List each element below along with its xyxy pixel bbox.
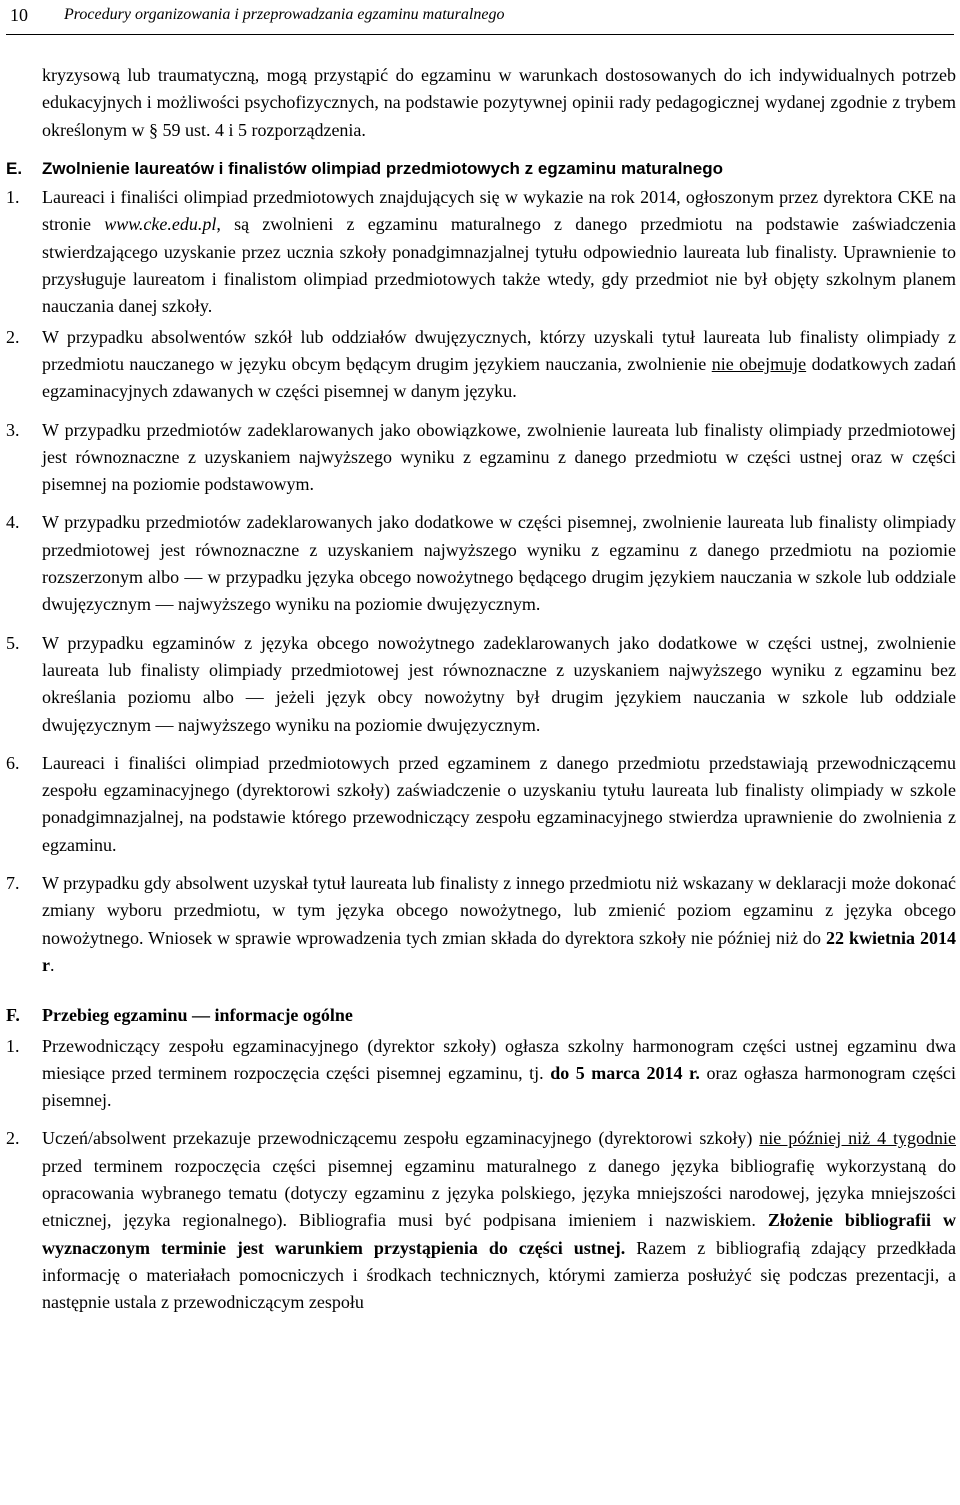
item-text [42, 184, 956, 320]
list-item [6, 417, 956, 499]
item-number: 4. [6, 512, 20, 533]
text-run: przed terminem rozpoczęcia części pisemnej egzaminu maturalnego z danego języka bibliografię wykorzystaną do opracowania wybranego tematu (dotyczy egzaminu z języka polskiego, języka mniejszości narodowej, języka mniejszości etnicznej, języka regionalnego). Bibliografia musi być podpisana imieniem i nazwiskiem. [42, 1155, 956, 1231]
item-text: W przypadku egzaminów z języka obcego nowożytnego zadeklarowanych jako dodatkowe w części ustnej, zwolnienie laureata lub finalisty olimpiady przedmiotowej jest równoznaczne z uzyskaniem najwyższego wyniku z egzaminu bez określania poziomu albo — jeżeli język obcy nowożytny był drugim językiem nauczania w szkole lub oddziale dwujęzycznym — najwyższego wyniku na poziomie dwujęzycznym. [42, 632, 956, 735]
page-number: 10 [10, 5, 28, 25]
text-run: W przypadku gdy absolwent uzyskał tytuł laureata lub finalisty z innego przedmiotu niż wskazany w deklaracji może dokonać zmiany wyboru przedmiotu, w tym języka obcego nowożytnego, lub zmienić poziom egzaminu z języka obcego nowożytnego. Wniosek w sprawie wprowadzenia tych zmian składa do dyrektora szkoły nie później niż do [42, 873, 956, 948]
section-f-heading [6, 1002, 956, 1029]
list-item [6, 1033, 956, 1115]
text-run: , są zwolnieni z egzaminu maturalnego z danego przedmiotu na podstawie zaświadczenia stwierdzającego uzyskanie przez ucznia szkoły ponadgimnazjalnej tytułu odpowiednio laureata lub finalisty. Uprawnienie to przysługuje laureatom i finalistom olimpiad przedmiotowych także wtedy, gdy przedmiot nie był objęty szkolnym planem nauczania danej szkoły. [42, 214, 956, 317]
item-text: W przypadku przedmiotów zadeklarowanych jako dodatkowe w części pisemnej, zwolnienie laureata lub finalisty olimpiady przedmiotowej jest równoznaczne z uzyskaniem najwyższego wyniku z egzaminu z danego przedmiotu na poziomie rozszerzonym albo — w przypadku języka obcego nowożytnego będącego drugim językiem nauczania w szkole lub oddziale dwujęzycznym — najwyższego wyniku na poziomie dwujęzycznym. [42, 512, 956, 615]
text-run: Przewodniczący zespołu egzaminacyjnego (dyrektor szkoły) ogłasza szkolny harmonogram części ustnej egzaminu dwa miesiące przed terminem rozpoczęcia części pisemnej egzaminu, tj. [42, 1035, 956, 1083]
text-run: . [50, 954, 55, 975]
list-item [6, 184, 956, 320]
list-item [6, 324, 956, 406]
bold-date: 22 kwietnia 2014 r [42, 927, 956, 975]
intro-paragraph: kryzysową lub traumatyczną, mogą przystąpić do egzaminu w warunkach dostosowanych do ich indywidualnych potrzeb edukacyjnych i możliwości psychofizycznych, na podstawie pozytywnej opinii rady pedagogicznej wydanej zgodnie z trybem określonym w § 59 ust. 4 i 5 rozporządzenia. [42, 65, 956, 140]
text-run: Razem z bibliografią zdający przedkłada informację o materiałach pomocniczych i środkach technicznych, którymi zamierza posłużyć się podczas prezentacji, a następnie ustala z przewodniczącym zespołu [42, 1237, 956, 1313]
text-run: Uczeń/absolwent przekazuje przewodniczącemu zespołu egzaminacyjnego (dyrektorowi szkoły) [42, 1128, 760, 1149]
document-body [6, 62, 957, 1327]
list-item [6, 750, 956, 859]
underlined-text: nie obejmuje [711, 353, 807, 374]
bold-text: Złożenie bibliografii w wyznaczonym terminie jest warunkiem przystąpienia do części ustnej. [42, 1210, 957, 1258]
section-title: Zwolnienie laureatów i finalistów olimpiad przedmiotowych z egzaminu maturalnego [42, 158, 724, 178]
section-letter: E. [6, 158, 23, 178]
item-number: 3. [6, 419, 20, 440]
item-number: 6. [6, 752, 20, 773]
underlined-text: nie później niż 4 tygodnie [759, 1128, 956, 1149]
item-number: 1. [6, 1035, 20, 1056]
item-number: 5. [6, 632, 20, 653]
item-number: 7. [6, 873, 20, 894]
item-text [42, 324, 956, 406]
list-item [6, 870, 956, 979]
text-run: oraz ogłasza harmonogram części pisemnej. [42, 1062, 956, 1111]
text-run: W przypadku absolwentów szkół lub oddziałów dwujęzycznych, którzy uzyskali tytuł laureata lub finalisty olimpiady z przedmiotu nauczanego w języku obcym będącym drugim językiem nauczania, zwolnienie [42, 326, 956, 374]
list-item [6, 509, 956, 618]
item-number: 2. [6, 1128, 20, 1149]
item-text [42, 870, 956, 979]
item-number: 2. [6, 326, 20, 347]
list-item [6, 630, 956, 739]
section-e-heading [6, 155, 956, 182]
item-text [42, 1125, 956, 1316]
item-text: W przypadku przedmiotów zadeklarowanych jako obowiązkowe, zwolnienie laureata lub finalisty olimpiady przedmiotowej jest równoznaczne z uzyskaniem najwyższego wyniku z egzaminu z danego przedmiotu w części ustnej oraz w części pisemnej na poziomie podstawowym. [42, 419, 956, 495]
section-title: Przebieg egzaminu — informacje ogólne [42, 1005, 353, 1026]
running-title: Procedury organizowania i przeprowadzania egzaminu maturalnego [64, 6, 505, 23]
item-text: Laureaci i finaliści olimpiad przedmiotowych przed egzaminem z danego przedmiotu przedstawiają przewodniczącemu zespołu egzaminacyjnego (dyrektorowi szkoły) zaświadczenie o uzyskaniu tytułu laureata lub finalisty olimpiady w szkole ponadgimnazjalnej, na podstawie którego przewodniczący zespołu egzaminacyjnego stwierdza uprawnienie do zwolnienia z egzaminu. [42, 752, 956, 855]
text-run: dodatkowych zadań egzaminacyjnych zdawanych w części pisemnej w danym języku. [42, 353, 956, 402]
page-header [6, 0, 954, 35]
bold-date: do 5 marca 2014 r. [550, 1062, 700, 1083]
text-run: Laureaci i finaliści olimpiad przedmiotowych znajdujących się w wykazie na rok 2014, ogłoszonym przez dyrektora CKE na stronie [42, 187, 956, 235]
item-text [42, 1033, 956, 1115]
list-item [6, 1125, 956, 1316]
cke-link[interactable]: www.cke.edu.pl [104, 214, 217, 235]
item-number: 1. [6, 187, 20, 208]
section-letter: F. [6, 1005, 20, 1026]
